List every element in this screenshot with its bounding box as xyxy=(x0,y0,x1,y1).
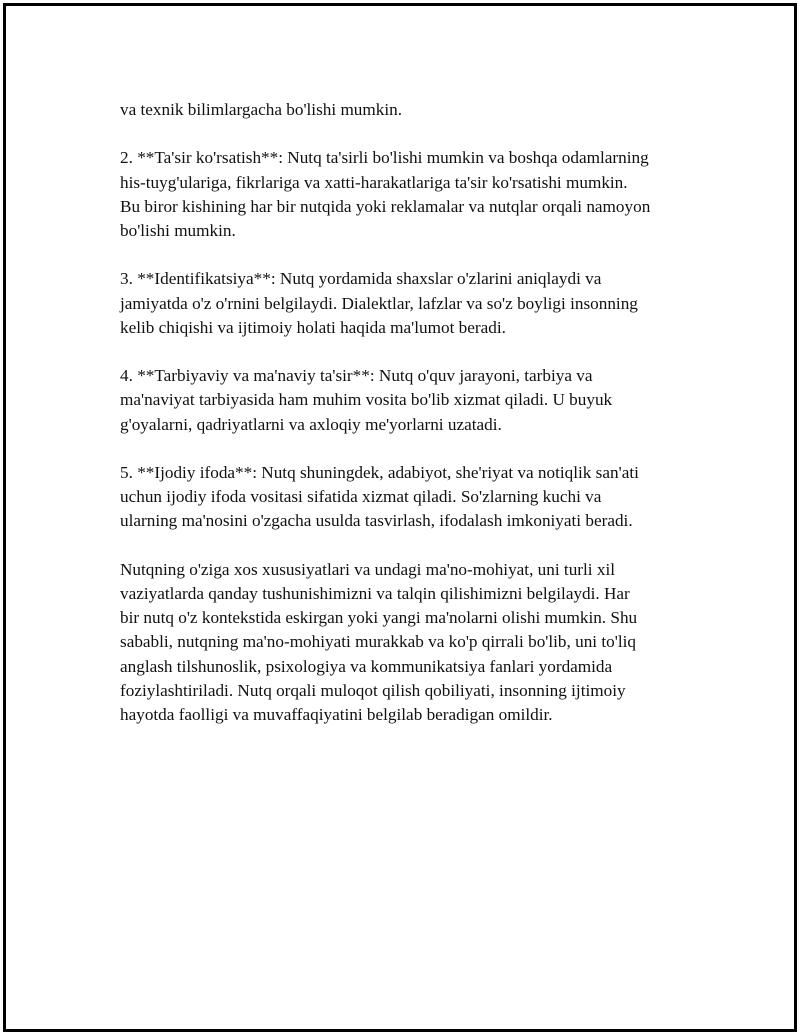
paragraph-item-5: 5. **Ijodiy ifoda**: Nutq shuningdek, adabiyot, she'riyat va notiqlik san'ati uchun ijodiy ifoda vositasi sifatida xizmat qiladi. So'zlarning kuchi va ularning ma'nosini o'zgacha usulda tasvirlash, ifodalash imkoniyati beradi. xyxy=(120,462,639,531)
paragraph-item-3: 3. **Identifikatsiya**: Nutq yordamida shaxslar o'zlarini aniqlaydi va jamiyatda o'z o'rnini belgilaydi. Dialektlar, lafzlar va so'z boyligi insonning kelib chiqishi va ijtimoiy holati haqida ma'lumot beradi. xyxy=(120,269,638,337)
document-body xyxy=(120,98,700,751)
document-page xyxy=(3,3,797,1032)
paragraph-item-2: 2. **Ta'sir ko'rsatish**: Nutq ta'sirli bo'lishi mumkin va boshqa odamlarning his-tuyg'ulariga, fikrlariga va xatti-harakatlariga ta'sir ko'rsatishi mumkin. Bu biror kishining har bir nutqida yoki reklamalar va nutqlar orqali namoyon bo'lishi mumkin. xyxy=(120,148,651,240)
paragraph-item-4: 4. **Tarbiyaviy va ma'naviy ta'sir**: Nutq o'quv jarayoni, tarbiya va ma'naviyat tarbiyasida ham muhim vosita bo'lib xizmat qiladi. U buyuk g'oyalarni, qadriyatlarni va axloqiy me'yorlarni uzatadi. xyxy=(120,366,613,434)
paragraph-conclusion: Nutqning o'ziga xos xususiyatlari va undagi ma'no-mohiyat, uni turli xil vaziyatlarda qanday tushunishimizni va talqin qilishimizni belgilaydi. Har bir nutq o'z kontekstida eskirgan yoki yangi ma'nolarni olishi mumkin. Shu sababli, nutqning ma'no-mohiyati murakkab va ko'p qirrali bo'lib, uni to'liq anglash tilshunoslik, psixologiya va kommunikatsiya fanlari yordamida foziylashtiriladi. Nutq orqali muloqot qilish qobiliyati, insonning ijtimoiy hayotda faolligi va muvaffaqiyatini belgilab beradigan omildir. xyxy=(120,559,638,724)
paragraph-continuation: va texnik bilimlargacha bo'lishi mumkin. xyxy=(120,100,403,119)
